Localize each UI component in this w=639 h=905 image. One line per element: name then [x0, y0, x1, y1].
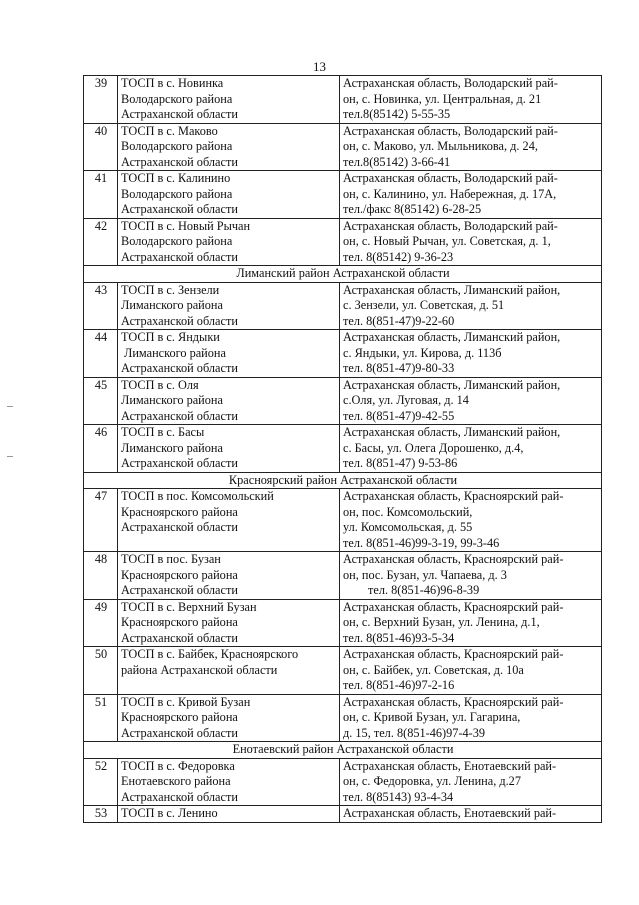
table-row — [84, 123, 602, 171]
organization-name-cell — [118, 282, 340, 330]
organization-name-line: Астраханской области — [121, 313, 238, 328]
organization-name-cell — [118, 489, 340, 552]
table-row — [84, 552, 602, 600]
organization-name-line: ТОСП в с. Ленино — [121, 806, 218, 820]
organization-name-line: Красноярского района — [121, 567, 238, 582]
address-line: он, с. Кривой Бузан, ул. Гагарина, — [343, 710, 521, 724]
address-line: с. Яндыки, ул. Кирова, д. 113б — [343, 345, 502, 360]
organization-name-line: ТОСП в с. Зензели — [121, 282, 220, 297]
organization-name-cell — [118, 806, 340, 823]
row-number: 47 — [84, 489, 118, 552]
table-row — [84, 377, 602, 425]
address-line: тел. 8(85143) 93-4-34 — [343, 789, 454, 804]
address-line: Астраханская область, Красноярский рай- — [343, 489, 564, 503]
address-line: тел. 8(851-47)9-80-33 — [343, 361, 455, 375]
organization-name-line: Красноярского района — [121, 504, 238, 519]
organization-name-line: Лиманского района — [124, 345, 226, 360]
table-row — [84, 694, 602, 742]
organization-name-cell — [118, 330, 340, 378]
page-number: 13 — [313, 59, 326, 74]
section-header-row — [84, 742, 602, 759]
organization-name-cell — [118, 171, 340, 219]
address-line: тел.8(85142) 5-55-35 — [343, 107, 451, 121]
organization-name-line: ТОСП в пос. Бузан — [121, 552, 221, 566]
row-number: 53 — [84, 806, 118, 823]
address-line: тел. 8(851-47)9-22-60 — [343, 313, 455, 328]
address-line: тел. 8(85142) 9-36-23 — [343, 249, 454, 264]
organization-name-line: Лиманского района — [121, 440, 223, 455]
address-line: тел. 8(851-47) 9-53-86 — [343, 456, 458, 470]
address-line: тел.8(85142) 3-66-41 — [343, 154, 451, 169]
registry-table — [83, 75, 602, 823]
organization-name-cell — [118, 76, 340, 124]
address-line: тел./факс 8(85142) 6-28-25 — [343, 202, 482, 216]
section-title: Красноярский район Астраханской области — [84, 472, 602, 489]
row-number: 51 — [84, 694, 118, 742]
address-cell — [340, 330, 602, 378]
organization-name-line: ТОСП в пос. Комсомольский — [121, 489, 274, 503]
table-row — [84, 806, 602, 823]
address-cell — [340, 647, 602, 695]
organization-name-line: ТОСП в с. Оля — [121, 377, 199, 392]
margin-mark — [7, 456, 13, 457]
row-number: 52 — [84, 758, 118, 806]
organization-name-line: Лиманского района — [121, 298, 223, 312]
address-line: Астраханская область, Володарский рай- — [343, 218, 558, 233]
section-header-row — [84, 266, 602, 283]
table-row — [84, 489, 602, 552]
address-cell — [340, 758, 602, 806]
organization-name-cell — [118, 694, 340, 742]
table-row — [84, 599, 602, 647]
address-line: тел. 8(851-47)9-42-55 — [343, 408, 455, 423]
address-line: он, с. Калинино, ул. Набережная, д. 17А, — [343, 186, 557, 201]
address-line: он, с. Новый Рычан, ул. Советская, д. 1, — [343, 234, 551, 248]
address-line: Астраханская область, Енотаевский рай- — [343, 758, 557, 773]
row-number: 43 — [84, 282, 118, 330]
organization-name-line: Астраханской области — [121, 583, 238, 597]
address-cell — [340, 552, 602, 600]
organization-name-cell — [118, 552, 340, 600]
row-number: 50 — [84, 647, 118, 695]
organization-name-line: ТОСП в с. Верхний Бузан — [121, 599, 257, 614]
row-number: 39 — [84, 76, 118, 124]
organization-name-line: Володарского района — [121, 139, 233, 153]
registry-table-body — [84, 76, 602, 823]
organization-name-cell — [118, 758, 340, 806]
address-line: Астраханская область, Лиманский район, — [343, 377, 561, 392]
address-line: Астраханская область, Красноярский рай- — [343, 599, 564, 614]
organization-name-line: Астраханской области — [121, 456, 238, 470]
section-title: Лиманский район Астраханской области — [84, 266, 602, 283]
address-cell — [340, 599, 602, 647]
address-line: с. Басы, ул. Олега Дорошенко, д.4, — [343, 440, 524, 455]
organization-name-line: Астраханской области — [121, 249, 238, 264]
organization-name-line: Енотаевского района — [121, 774, 231, 788]
organization-name-line: Володарского района — [121, 91, 233, 106]
organization-name-cell — [118, 123, 340, 171]
margin-mark — [7, 406, 13, 407]
address-line: он, с. Маково, ул. Мыльникова, д. 24, — [343, 139, 538, 153]
address-cell — [340, 123, 602, 171]
address-line: Астраханская область, Красноярский рай- — [343, 647, 564, 661]
section-title: Енотаевский район Астраханской области — [84, 742, 602, 759]
organization-name-cell — [118, 377, 340, 425]
address-line: Астраханская область, Красноярский рай- — [343, 694, 564, 709]
address-line: Астраханская область, Красноярский рай- — [343, 552, 564, 566]
table-row — [84, 647, 602, 695]
address-line: он, с. Байбек, ул. Советская, д. 10а — [343, 662, 524, 677]
organization-name-line: ТОСП в с. Калинино — [121, 171, 231, 185]
row-number: 42 — [84, 218, 118, 266]
address-cell — [340, 489, 602, 552]
organization-name-line: Лиманского района — [121, 393, 223, 407]
address-line: Астраханская область, Енотаевский рай- — [343, 806, 557, 820]
organization-name-line: ТОСП в с. Басы — [121, 425, 205, 439]
table-row — [84, 76, 602, 124]
address-cell — [340, 425, 602, 473]
organization-name-line: Астраханской области — [121, 789, 238, 804]
address-cell — [340, 171, 602, 219]
address-line: он, пос. Бузан, ул. Чапаева, д. 3 — [343, 567, 507, 582]
organization-name-line: Астраханской области — [121, 202, 238, 216]
organization-name-line: ТОСП в с. Байбек, Красноярского — [121, 647, 299, 661]
address-line: тел. 8(851-46)93-5-34 — [343, 630, 455, 645]
address-line: Астраханская область, Лиманский район, — [343, 282, 561, 297]
organization-name-line: Астраханской области — [121, 520, 238, 534]
row-number: 44 — [84, 330, 118, 378]
address-cell — [340, 76, 602, 124]
address-line: с. Зензели, ул. Советская, д. 51 — [343, 298, 505, 312]
table-row — [84, 425, 602, 473]
organization-name-line: Астраханской области — [121, 630, 238, 645]
organization-name-line: ТОСП в с. Новинка — [121, 76, 224, 90]
address-line: Астраханская область, Лиманский район, — [343, 425, 561, 439]
organization-name-line: ТОСП в с. Маково — [121, 123, 218, 138]
address-cell — [340, 694, 602, 742]
address-line: Астраханская область, Лиманский район, — [343, 330, 561, 344]
address-cell — [340, 218, 602, 266]
address-line: он, с. Новинка, ул. Центральная, д. 21 — [343, 91, 542, 106]
row-number: 49 — [84, 599, 118, 647]
address-cell — [340, 377, 602, 425]
table-row — [84, 758, 602, 806]
address-cell — [340, 806, 602, 823]
address-line: Астраханская область, Володарский рай- — [343, 171, 558, 185]
organization-name-line: ТОСП в с. Кривой Бузан — [121, 694, 251, 709]
organization-name-line: ТОСП в с. Яндыки — [121, 330, 220, 344]
organization-name-line: района Астраханской области — [121, 662, 278, 677]
organization-name-line: Астраханской области — [121, 107, 238, 121]
table-row — [84, 171, 602, 219]
table-row — [84, 218, 602, 266]
organization-name-line: Астраханской области — [121, 725, 238, 740]
organization-name-line: Володарского района — [121, 186, 233, 201]
row-number: 40 — [84, 123, 118, 171]
address-line: ул. Комсомольская, д. 55 — [343, 520, 473, 534]
row-number: 48 — [84, 552, 118, 600]
organization-name-line: ТОСП в с. Новый Рычан — [121, 218, 251, 233]
address-line: д. 15, тел. 8(851-46)97-4-39 — [343, 725, 486, 740]
organization-name-line: Красноярского района — [121, 615, 238, 629]
organization-name-line: Астраханской области — [121, 408, 238, 423]
organization-name-line: Володарского района — [121, 234, 233, 248]
organization-name-cell — [118, 218, 340, 266]
address-line: он, с. Федоровка, ул. Ленина, д.27 — [343, 774, 521, 788]
address-cell — [340, 282, 602, 330]
address-line: Астраханская область, Володарский рай- — [343, 123, 558, 138]
address-line: он, с. Верхний Бузан, ул. Ленина, д.1, — [343, 615, 540, 629]
organization-name-line: Красноярского района — [121, 710, 238, 724]
row-number: 41 — [84, 171, 118, 219]
organization-name-cell — [118, 599, 340, 647]
address-line: тел. 8(851-46)97-2-16 — [343, 678, 455, 692]
section-header-row — [84, 472, 602, 489]
table-row — [84, 330, 602, 378]
organization-name-line: ТОСП в с. Федоровка — [121, 758, 235, 773]
address-line: он, пос. Комсомольский, — [343, 504, 473, 519]
organization-name-cell — [118, 647, 340, 695]
address-line: Астраханская область, Володарский рай- — [343, 76, 558, 90]
organization-name-line: Астраханской области — [121, 361, 238, 375]
organization-name-line: Астраханской области — [121, 154, 238, 169]
address-line: тел. 8(851-46)96-8-39 — [368, 583, 480, 597]
row-number: 45 — [84, 377, 118, 425]
table-row — [84, 282, 602, 330]
address-line: тел. 8(851-46)99-3-19, 99-3-46 — [343, 535, 500, 550]
organization-name-cell — [118, 425, 340, 473]
address-line: с.Оля, ул. Луговая, д. 14 — [343, 393, 469, 407]
row-number: 46 — [84, 425, 118, 473]
